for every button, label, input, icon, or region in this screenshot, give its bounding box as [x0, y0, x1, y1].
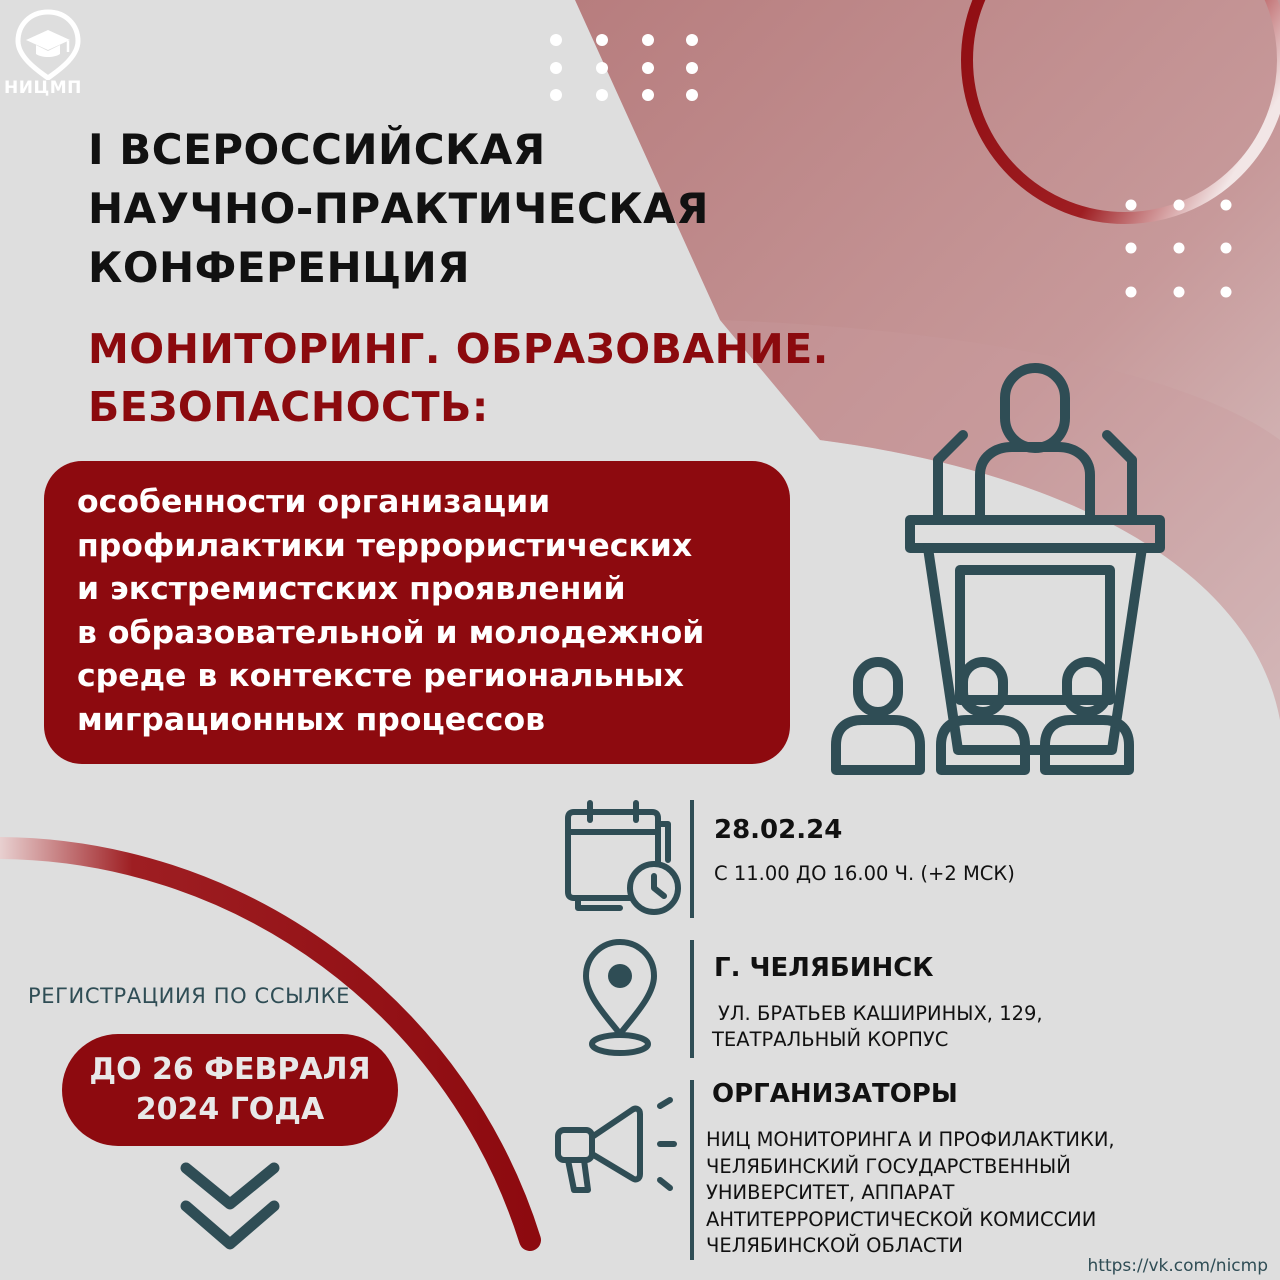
vk-link[interactable]: https://vk.com/nicmp	[1087, 1256, 1268, 1276]
topic-line: в образовательной и молодежной	[77, 614, 705, 651]
topic-line: миграционных процессов	[77, 701, 546, 738]
megaphone-icon	[552, 1092, 682, 1202]
divider-line	[690, 800, 694, 918]
topic-line: профилактики террористических	[77, 527, 693, 564]
organizer-line: УНИВЕРСИТЕТ, АППАРАТ	[706, 1181, 955, 1204]
calendar-clock-icon	[560, 800, 686, 918]
location-city: Г. ЧЕЛЯБИНСК	[714, 953, 934, 983]
speaker-podium-icon	[820, 355, 1170, 780]
registration-deadline[interactable]	[62, 1034, 398, 1146]
title-line-2: НАУЧНО-ПРАКТИЧЕСКАЯ	[88, 184, 709, 233]
topic-line: среде в контексте региональных	[77, 658, 684, 694]
title-line-1: I ВСЕРОССИЙСКАЯ	[88, 125, 546, 174]
subtitle-line-1: МОНИТОРИНГ. ОБРАЗОВАНИЕ.	[88, 325, 829, 373]
deadline-line-2: 2024 ГОДА	[135, 1092, 325, 1127]
organizers-list	[706, 1127, 1115, 1260]
location-pin-icon	[578, 938, 664, 1058]
divider-line	[690, 1080, 694, 1260]
topic-line: особенности организации	[77, 484, 551, 520]
title-line-3: КОНФЕРЕНЦИЯ	[88, 243, 471, 292]
graduation-cap-icon	[12, 8, 84, 80]
event-date: 28.02.24	[714, 815, 843, 845]
organizer-line: ЧЕЛЯБИНСКИЙ ГОСУДАРСТВЕННЫЙ	[706, 1154, 1071, 1178]
registration-label: РЕГИСТРАЦИИЯ ПО ССЫЛКЕ	[28, 984, 350, 1008]
event-time: С 11.00 ДО 16.00 Ч. (+2 МСК)	[714, 862, 1015, 885]
organizers-title: ОРГАНИЗАТОРЫ	[712, 1079, 958, 1109]
topic-box	[44, 461, 790, 764]
topic-text	[77, 481, 704, 742]
organizer-line: НИЦ МОНИТОРИНГА И ПРОФИЛАКТИКИ,	[706, 1128, 1115, 1151]
divider-line	[690, 940, 694, 1058]
logo-text: НИЦМП	[4, 78, 82, 98]
subtitle-line-2: БЕЗОПАСНОСТЬ:	[88, 383, 489, 431]
deadline-line-1: ДО 26 ФЕВРАЛЯ	[89, 1052, 371, 1087]
location-address-line-1: УЛ. БРАТЬЕВ КАШИРИНЫХ, 129,	[718, 1002, 1043, 1025]
topic-line: и экстремистских проявлений	[77, 571, 626, 607]
organizer-line: АНТИТЕРРОРИСТИЧЕСКОЙ КОМИССИИ	[706, 1207, 1097, 1231]
organizer-line: ЧЕЛЯБИНСКОЙ ОБЛАСТИ	[706, 1234, 963, 1257]
location-address-line-2: ТЕАТРАЛЬНЫЙ КОРПУС	[712, 1028, 949, 1051]
double-chevron-down-icon	[176, 1158, 284, 1258]
